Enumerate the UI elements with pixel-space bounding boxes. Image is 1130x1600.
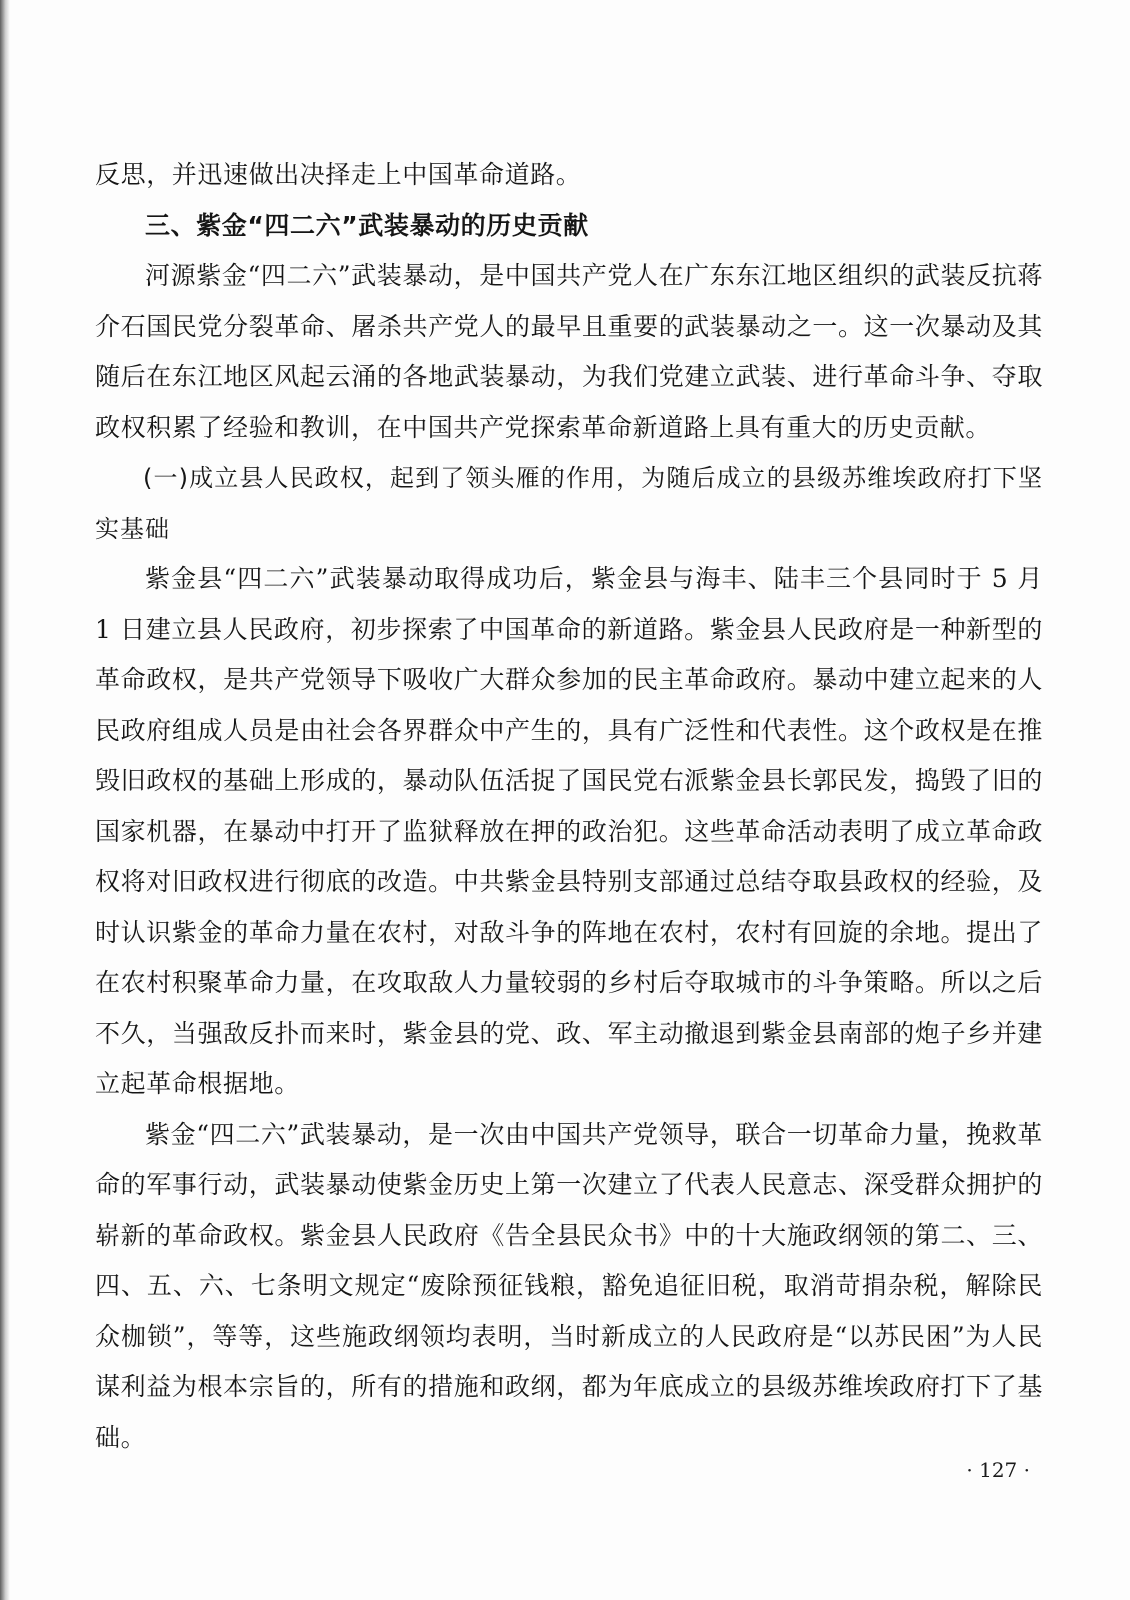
subsection-heading: (一)成立县人民政权，起到了领头雁的作用，为随后成立的县级苏维埃政府打下坚实基础 bbox=[95, 464, 1043, 543]
paragraph-military-action: 紫金“四二六”武装暴动，是一次由中国共产党领导，联合一切革命力量，挽救革命的军事行动，武装暴动使紫金历史上第一次建立了代表人民意志、深受群众拥护的崭新的革命政权。紫金县人民政府《告全县民众书》中的十大施政纲领的第二、三、四、五、六、七条明文规定“废除预征钱粮，豁免追征旧税，取消苛捐杂税，解除民众枷锁”，等等，这些施政纲领均表明，当时新成立的人民政府是“以苏民困”为人民谋利益为根本宗旨的，所有的措施和政纲，都为年底成立的县级苏维埃政府打下了基础。 bbox=[95, 1119, 1043, 1452]
paragraph-county-government: 紫金县“四二六”武装暴动取得成功后，紫金县与海丰、陆丰三个县同时于 5 月 1 日建立县人民政府，初步探索了中国革命的新道路。紫金县人民政府是一种新型的革命政权，是共产党领导下吸收广大群众参加的民主革命政府。暴动中建立起来的人民政府组成人员是由社会各界群众中产生的，具有广泛性和代表性。这个政权是在推毁旧政权的基础上形成的，暴动队伍活捉了国民党右派紫金县长郭民发，捣毁了旧的国家机器，在暴动中打开了监狱释放在押的政治犯。这些革命活动表明了成立革命政权将对旧政权进行彻底的改造。中共紫金县特别支部通过总结夺取县政权的经验，及时认识紫金的革命力量在农村，对敌斗争的阵地在农村，农村有回旋的余地。提出了在农村积聚革命力量，在攻取敌人力量较弱的乡村后夺取城市的斗争策略。所以之后不久，当强敌反扑而来时，紫金县的党、政、军主动撤退到紫金县南部的炮子乡并建立起革命根据地。 bbox=[95, 564, 1043, 1098]
body-text bbox=[95, 150, 1043, 1463]
section-heading: 三、紫金“四二六”武装暴动的历史贡献 bbox=[145, 210, 589, 240]
paragraph-continuation: 反思，并迅速做出决择走上中国革命道路。 bbox=[95, 160, 582, 189]
page-number: · 127 · bbox=[966, 1458, 1030, 1482]
paragraph-intro: 河源紫金“四二六”武装暴动，是中国共产党人在广东东江地区组织的武装反抗蒋介石国民党分裂革命、屠杀共产党人的最早且重要的武装暴动之一。这一次暴动及其随后在东江地区风起云涌的各地武装暴动，为我们党建立武装、进行革命斗争、夺取政权积累了经验和教训，在中国共产党探索革命新道路上具有重大的历史贡献。 bbox=[95, 261, 1043, 442]
page-spine-shadow bbox=[0, 0, 10, 1600]
